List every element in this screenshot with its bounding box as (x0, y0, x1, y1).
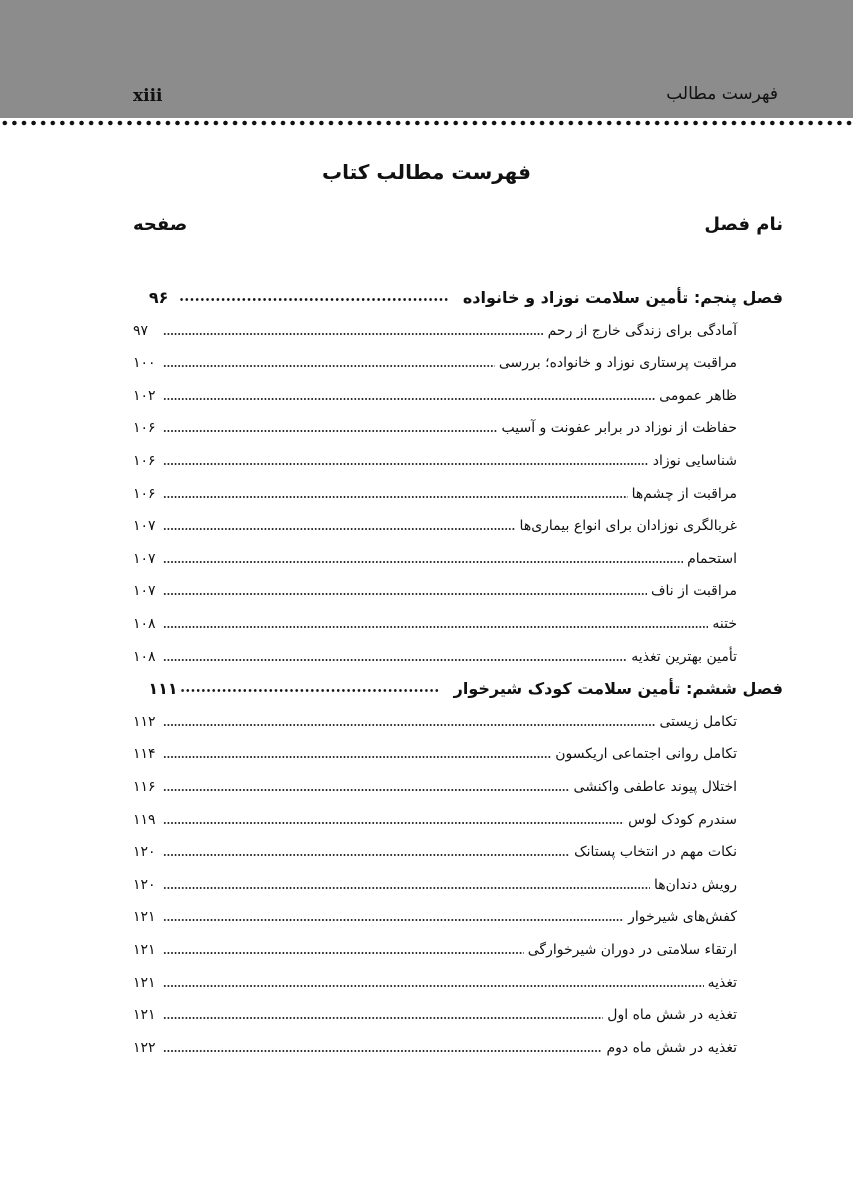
toc-page-number: ۹۶ (148, 288, 169, 307)
toc-entry-row (133, 315, 737, 341)
header-running-title: فهرست مطالب (666, 84, 778, 104)
toc-dot-leader (163, 495, 628, 499)
toc-dot-leader (163, 462, 649, 466)
toc-page-number: ۱۱۹ (133, 811, 156, 828)
toc-page-number: ۱۰۶ (133, 485, 156, 502)
toc-page-number: ۱۰۶ (133, 420, 156, 437)
toc-page-number: ۱۰۶ (133, 453, 156, 469)
toc-entry-row (133, 771, 737, 797)
toc-page-number: ۱۲۰ (133, 844, 156, 861)
toc-page-number: ۱۰۸ (133, 616, 156, 632)
toc-chapter-title: فصل ششم: تأمین سلامت کودک شیرخوار (453, 679, 783, 699)
toc-dot-leader (163, 1016, 603, 1020)
toc-page-number: ۱۰۷ (133, 583, 156, 600)
toc-dot-leader (163, 723, 656, 727)
toc-page-number: ۱۲۲ (133, 1039, 156, 1056)
toc-dot-leader (163, 1049, 602, 1053)
column-header-page: صفحه (133, 214, 188, 235)
toc-page-number: ۱۰۷ (133, 550, 156, 567)
toc-entry-row (133, 412, 737, 438)
toc-dot-leader (179, 297, 449, 302)
toc-dot-leader (163, 364, 495, 368)
page-header-band (0, 0, 853, 118)
toc-page-number: ۱۲۱ (133, 1007, 156, 1024)
toc-page-number: ۱۱۶ (133, 779, 156, 795)
toc-dot-leader (163, 951, 524, 955)
toc-page-number: ۱۱۱ (148, 679, 178, 699)
toc-page-number: ۱۲۰ (133, 876, 156, 893)
toc-entry-row (133, 901, 737, 927)
toc-entry-title: استحمام (687, 550, 737, 567)
toc-page-number: ۱۲۱ (133, 909, 156, 926)
toc-dot-leader (163, 625, 708, 629)
toc-dot-leader (163, 592, 647, 596)
toc-page-number: ۱۰۲ (133, 387, 156, 404)
toc-dot-leader (163, 788, 570, 792)
toc-page-number: ۹۷ (133, 322, 149, 339)
toc-entry-title: مراقبت از ناف (650, 583, 737, 600)
toc-entry-row (133, 804, 737, 830)
toc-entry-row (133, 445, 737, 471)
toc-dot-leader (163, 886, 650, 890)
toc-entry-title: تغذیه در شش ماه دوم (606, 1039, 737, 1056)
toc-dot-leader (163, 658, 627, 662)
toc-entry-title: اختلال پیوند عاطفی واکنشی (573, 779, 737, 795)
toc-dot-leader (163, 984, 704, 988)
toc-entry-row (133, 641, 737, 667)
toc-entry-title: تغذیه در شش ماه اول (607, 1007, 737, 1024)
toc-entry-title: کفش‌های شیرخوار (628, 909, 737, 926)
toc-entry-title: رویش دندان‌ها (653, 876, 737, 893)
toc-entry-row (133, 1032, 737, 1058)
toc-dot-leader (163, 853, 570, 857)
toc-entry-row (133, 836, 737, 862)
toc-dot-leader (163, 560, 683, 564)
toc-page-number: ۱۰۷ (133, 518, 156, 535)
toc-entry-title: حفاظت از نوزاد در برابر عفونت و آسیب (501, 420, 737, 437)
toc-dot-leader (163, 918, 624, 922)
toc-entry-row (133, 510, 737, 536)
toc-entry-row (133, 999, 737, 1025)
toc-entry-title: ظاهر عمومی (659, 387, 737, 404)
toc-dot-leader (163, 397, 655, 401)
toc-entry-title: آمادگی برای زندگی خارج از رحم (547, 322, 737, 339)
toc-dot-leader (163, 332, 544, 336)
toc-entry-row (133, 478, 737, 504)
toc-entry-title: شناسایی نوزاد (652, 453, 737, 469)
toc-entry-title: مراقبت پرستاری نوزاد و خانواده؛ بررسی (498, 355, 737, 372)
column-header-chapter: نام فصل (704, 214, 783, 235)
toc-entry-row (133, 543, 737, 569)
toc-entry-title: تکامل روانی اجتماعی اریکسون (555, 746, 737, 763)
toc-entry-title: مراقبت از چشم‌ها (631, 485, 737, 502)
toc-entry-row (133, 934, 737, 960)
toc-chapter-title: فصل پنجم: تأمین سلامت نوزاد و خانواده (462, 288, 783, 307)
toc-page-number: ۱۲۱ (133, 942, 156, 958)
toc-entry-title: ختنه (712, 616, 737, 632)
toc-chapter-row (133, 673, 783, 699)
toc-entry-row (133, 575, 737, 601)
toc-entry-title: تکامل زیستی (659, 713, 737, 730)
toc-dot-leader (163, 821, 624, 825)
toc-entry-title: نکات مهم در انتخاب پستانک (574, 844, 737, 861)
toc-entry-title: تأمین بهترین تغذیه (631, 648, 737, 665)
toc-page-number: ۱۲۱ (133, 974, 156, 991)
toc-entry-row (133, 967, 737, 993)
toc-entry-row (133, 347, 737, 373)
toc-entry-title: غربالگری نوزادان برای انواع بیماری‌ها (519, 518, 737, 535)
toc-entry-title: سندرم کودک لوس (628, 811, 737, 828)
toc-entry-row (133, 608, 737, 634)
toc-entry-row (133, 380, 737, 406)
document-title: فهرست مطالب کتاب (322, 160, 531, 184)
toc-page-number: ۱۱۲ (133, 713, 156, 730)
toc-entry-title: ارتقاء سلامتی در دوران شیرخوارگی (527, 942, 737, 958)
header-page-number: xiii (133, 86, 163, 106)
toc-dot-leader (163, 527, 516, 531)
toc-dot-leader (180, 688, 440, 693)
toc-page-number: ۱۰۸ (133, 648, 156, 665)
toc-dot-leader (163, 755, 551, 759)
toc-entry-title: تغذیه (707, 974, 737, 991)
toc-page-number: ۱۱۴ (133, 746, 156, 763)
header-dotted-rule (0, 119, 853, 127)
toc-entry-row (133, 706, 737, 732)
toc-entry-row (133, 738, 737, 764)
toc-chapter-row (133, 282, 783, 308)
toc-page-number: ۱۰۰ (133, 355, 156, 372)
toc-entry-row (133, 869, 737, 895)
toc-dot-leader (163, 429, 498, 433)
